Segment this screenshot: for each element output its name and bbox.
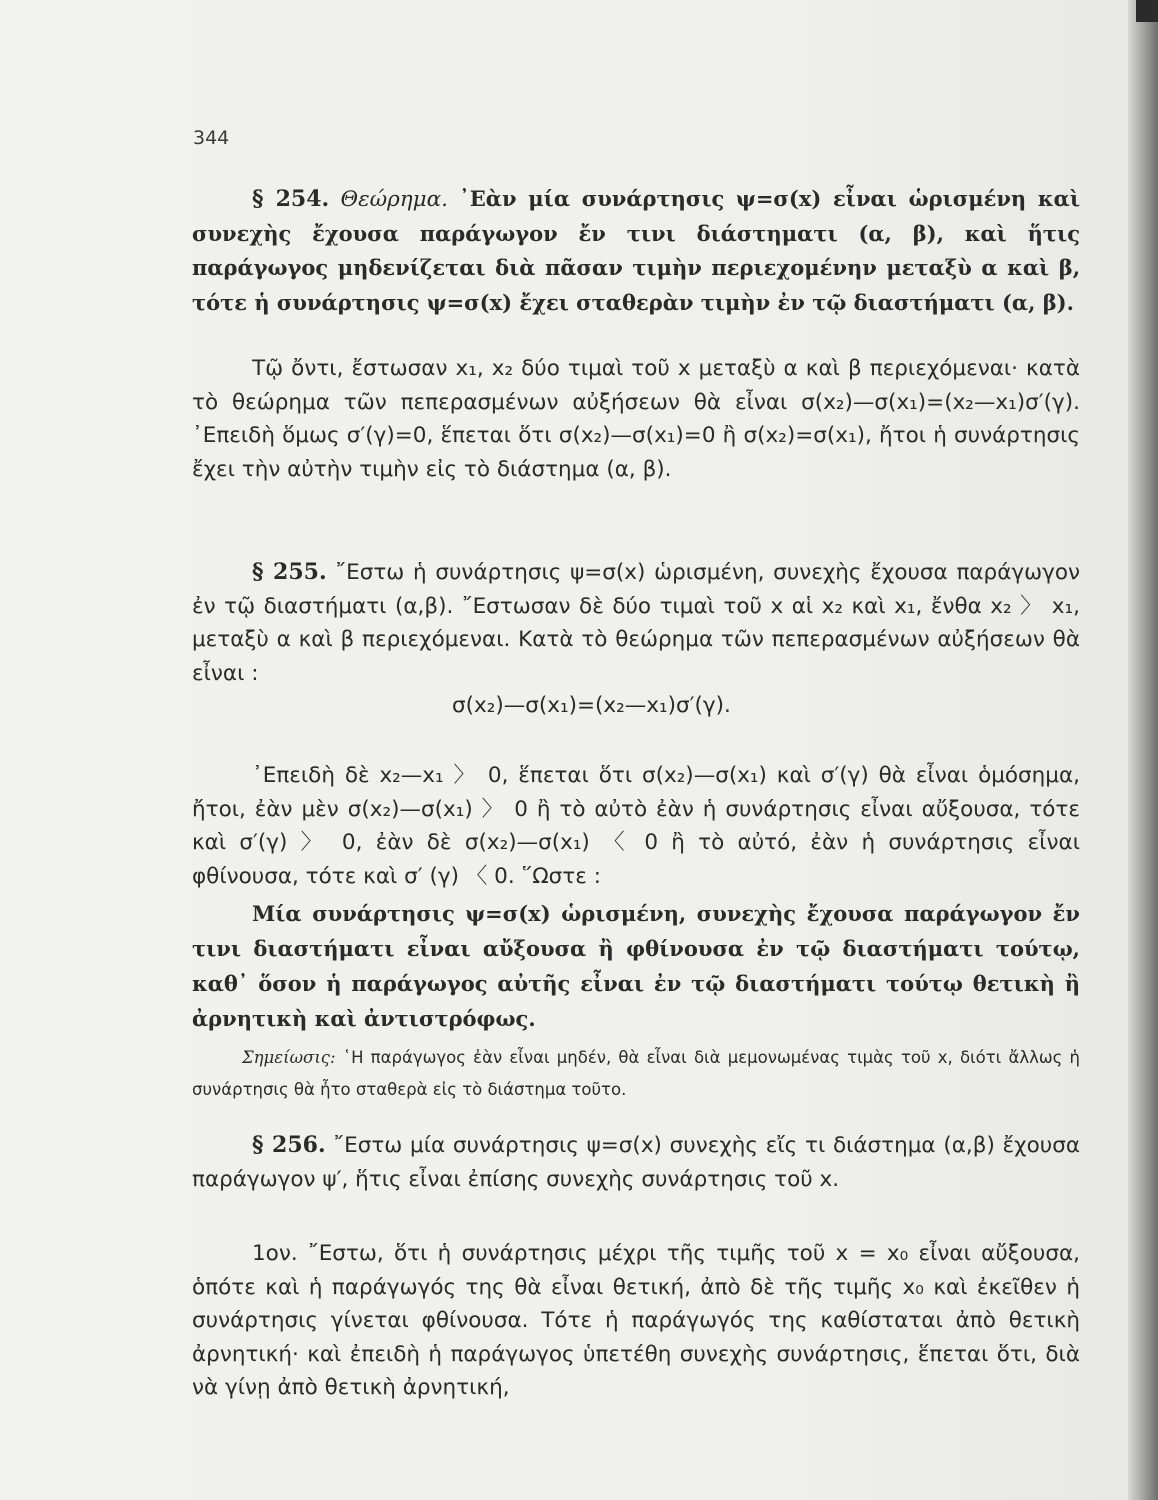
corner-mark [1136,0,1158,22]
section-254-theorem [192,182,1080,320]
theorem-label: Θεώρημα. [340,187,449,212]
section-255-paragraph-1 [192,556,1080,690]
section-255-paragraph-2: ᾿Επειδὴ δὲ x₂—x₁ 〉 0, ἕπεται ὅτι σ(x₂)—σ(x₁) καὶ σ′(γ) θὰ εἶναι ὁμόσημα, ἤτοι, ἐὰν μὲν σ(x₂)—σ(x₁) 〉 0 ἢ τὸ αὐτὸ ἐὰν ἡ συνάρτησις εἶναι αὔξουσα, τότε καὶ σ′(γ) 〉 0, ἐὰν δὲ σ(x₂)—σ(x₁) 〈 0 ἢ τὸ αὐτό, ἐὰν ἡ συνάρτησις εἶναι φθίνουσα, τότε καὶ σ′ (γ) 〈 0. ῞Ωστε : [192,763,1080,889]
section-255-number: § 255. [252,559,327,585]
formula-finite-increments: σ(x₂)—σ(x₁)=(x₂—x₁)σ′(γ). [452,693,731,718]
theorem-statement: ᾿Εὰν μία συνάρτησις ψ=σ(x) εἶναι ὡρισμένη καὶ συνεχὴς ἔχουσα παράγωγον ἔν τινι διάστηματι (α, β), καὶ ἥτις παράγωγος μηδενίζεται διὰ πᾶσαν τιμὴν περιεχομένην μεταξὺ α καὶ β, τότε ἡ συνάρτησις ψ=σ(x) ἔχει σταθερὰν τιμὴν ἐν τῷ διαστήματι (α, β). [192,186,1080,315]
section-256-paragraph-1 [192,1129,1080,1196]
section-256-paragraph-2: 1ον. ῎Εστω, ὅτι ἡ συνάρτησις μέχρι τῆς τιμῆς τοῦ x = x₀ εἶναι αὔξουσα, ὁπότε καὶ ἡ παράγωγός της θὰ εἶναι θετική, ἀπὸ δὲ τῆς τιμῆς x₀ καὶ ἐκεῖθεν ἡ συνάρτησις γίνεται φθίνουσα. Τότε ἡ παράγωγός της καθίσταται ἀπὸ θετικὴ ἀρνητική· καὶ ἐπειδὴ ἡ παράγωγος ὑπετέθη συνεχὴς συνάρτησις, ἕπεται ὅτι, διὰ νὰ γίνῃ ἀπὸ θετικὴ ἀρνητική, [192,1241,1080,1401]
page-edge-shadow [1128,0,1158,1500]
section-256-number: § 256. [252,1132,326,1158]
monotonicity-theorem: Μία συνάρτησις ψ=σ(x) ὡρισμένη, συνεχὴς ἔχουσα παράγωγον ἔν τινι διαστήματι εἶναι αὔξουσα ἢ φθίνουσα ἐν τῷ διαστήματι τούτῳ, καθ᾿ ὅσον ἡ παράγωγος αὐτῆς εἶναι ἐν τῷ διαστήματι τούτῳ θετικὴ ἢ ἀρνητικὴ καὶ ἀντιστρόφως. [192,901,1080,1031]
section-254-number: § 254. [252,186,330,212]
remark-text: ῾Η παράγωγος ἐὰν εἶναι μηδέν, θὰ εἶναι διὰ μεμονωμένας τιμὰς τοῦ x, διότι ἄλλως ἡ συνάρτησις θὰ ἦτο σταθερὰ εἰς τὸ διάστημα τοῦτο. [192,1048,1081,1099]
section-256-text: ῎Εστω μία συνάρτησις ψ=σ(x) συνεχὴς εἴς τι διάστημα (α,β) ἔχουσα παράγωγον ψ′, ἥτις εἶναι ἐπίσης συνεχὴς συνάρτησις τοῦ x. [192,1133,1080,1192]
remark [192,1042,1080,1106]
section-255-text: ῎Εστω ἡ συνάρτησις ψ=σ(x) ὡρισμένη, συνεχὴς ἔχουσα παράγωγον ἐν τῷ διαστήματι (α,β). ῎Εστωσαν δὲ δύο τιμαὶ τοῦ x αἱ x₂ καὶ x₁, ἔνθα x₂ 〉 x₁, μεταξὺ α καὶ β περιεχόμεναι. Κατὰ τὸ θεώρημα τῶν πεπερασμένων αὐξήσεων θὰ εἶναι : [192,560,1080,686]
section-254-proof: Τῷ ὄντι, ἔστωσαν x₁, x₂ δύο τιμαὶ τοῦ x μεταξὺ α καὶ β περιεχόμεναι· κατὰ τὸ θεώρημα τῶν πεπερασμένων αὐξήσεων θὰ εἶναι σ(x₂)—σ(x₁)=(x₂—x₁)σ′(γ). ᾿Επειδὴ ὅμως σ′(γ)=0, ἕπεται ὅτι σ(x₂)—σ(x₁)=0 ἢ σ(x₂)=σ(x₁), ἤτοι ἡ συνάρτησις ἔχει τὴν αὐτὴν τιμὴν εἰς τὸ διάστημα (α, β). [192,356,1080,482]
remark-label: Σημείωσις: [242,1048,336,1067]
page-number: 344 [193,127,230,149]
